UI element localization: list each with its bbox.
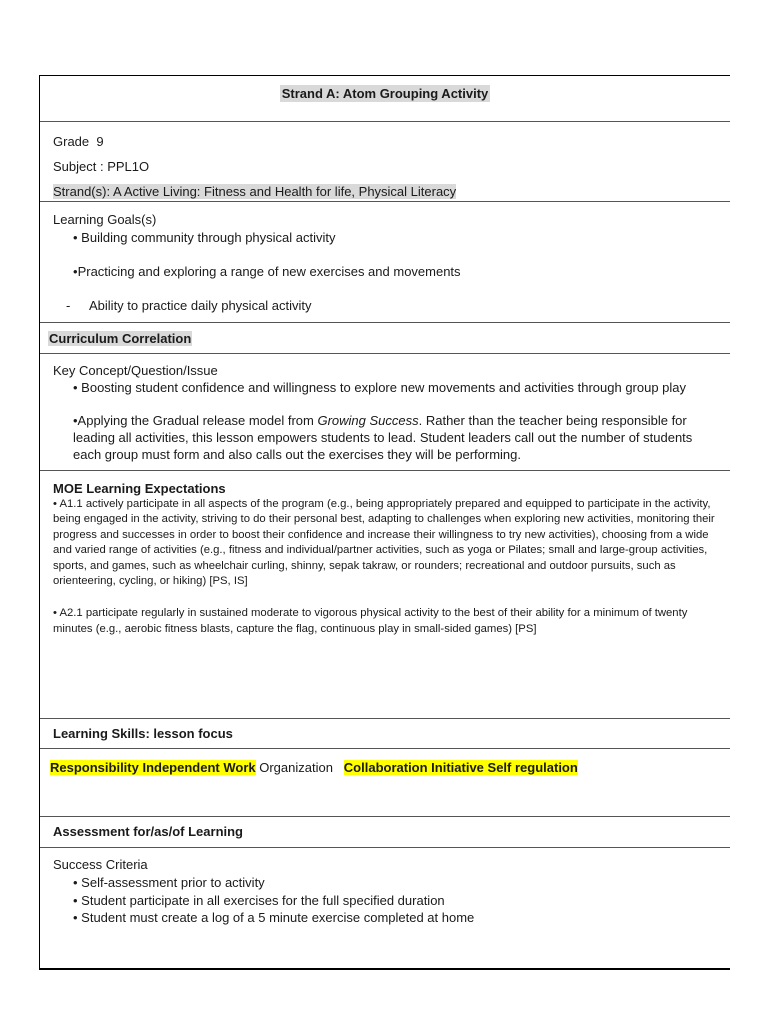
criteria-item: • Student participate in all exercises for the full specified duration — [73, 892, 445, 908]
moe-expectations-row — [40, 471, 730, 719]
moe-expectation-a1: • A1.1 actively participate in all aspects of the program (e.g., being appropriately prepared and equipped to participate in the activity, being engaged in the activity, striving to do their personal best, adapting to challenges when exploring new activities, monitoring their progress and successes in order to boost their confidence and increase their willingness to try new activities), choosing from a wide and varied range of activities (e.g., fitness and individual/partner activities, such as yoga or Pilates; small and large-group activities, sports, and games, such as wheelchair curling, shinny, sepak takraw, or rounders; recreational and outdoor pursuits, such as orienteering, cycling, or hiking) [PS, IS] — [53, 498, 715, 588]
lesson-plan-table — [39, 75, 730, 970]
learning-skills-row — [40, 749, 730, 817]
learning-goals-row — [40, 202, 730, 323]
goal-item: •Practicing and exploring a range of new exercises and movements — [73, 264, 461, 279]
subject-text: Subject : PPL1O — [53, 159, 150, 174]
success-criteria-row — [40, 848, 730, 968]
title-row — [40, 76, 730, 122]
skills-highlight-1: Responsibility Independent Work — [50, 760, 256, 775]
moe-title: MOE Learning Expectations — [53, 481, 226, 496]
learning-goals-label: Learning Goals(s) — [53, 212, 157, 227]
key-concept-paragraph: •Applying the Gradual release model from Growing Success. Rather than the teacher being responsible for leading all activities, this lesson empowers students to lead. Student leaders call out the number of students each group must form and also calls out the exercises they will be performing. — [73, 413, 693, 462]
grade-text: Grade 9 — [53, 134, 104, 149]
strands-text: Strand(s): A Active Living: Fitness and Health for life, Physical Literacy — [53, 184, 457, 199]
criteria-item: • Self-assessment prior to activity — [73, 875, 265, 890]
curriculum-correlation-header: Curriculum Correlation — [40, 323, 730, 354]
criteria-item: • Student must create a log of a 5 minute exercise completed at home — [73, 910, 475, 925]
success-criteria-label: Success Criteria — [53, 857, 148, 872]
course-info-row — [40, 122, 730, 202]
goal-item: • Building community through physical activity — [73, 230, 336, 245]
key-concept-label: Key Concept/Question/Issue — [53, 363, 218, 378]
assessment-header: Assessment for/as/of Learning — [40, 817, 730, 848]
page-title: Strand A: Atom Grouping Activity — [281, 86, 489, 101]
key-concept-bullet: • Boosting student confidence and willingness to explore new movements and activities through group play — [73, 380, 687, 395]
key-concept-row — [40, 354, 730, 471]
skills-highlight-2: Collaboration Initiative Self regulation — [343, 760, 578, 775]
skills-plain: Organization — [255, 760, 344, 775]
moe-expectation-a2: • A2.1 participate regularly in sustained moderate to vigorous physical activity to the best of their ability for a minimum of twenty minutes (e.g., aerobic fitness blasts, capture the flag, continuous play in small-sided games) [PS] — [53, 607, 688, 635]
goal-item: - Ability to practice daily physical activity — [66, 298, 312, 313]
learning-skills-header: Learning Skills: lesson focus — [40, 719, 730, 749]
